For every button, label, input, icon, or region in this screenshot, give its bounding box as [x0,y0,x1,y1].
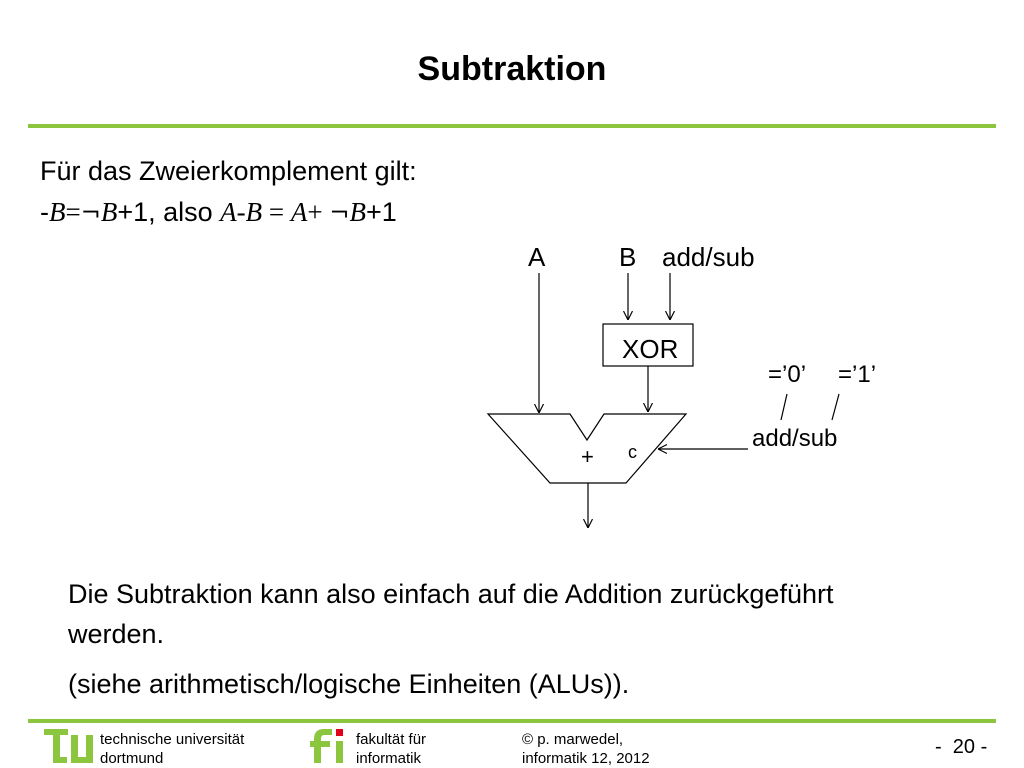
formula-b: B [49,197,66,227]
footer-copyright-line2: informatik 12, 2012 [522,750,650,767]
footer-university-line2: dortmund [100,750,164,767]
footer-university-line1: technische universität [100,731,245,748]
label-add-sub-top: add/sub [662,242,755,272]
formula-b: B [349,197,366,227]
formula-b: B [100,197,118,227]
value-one-pointer [832,394,839,420]
formula-b: B [245,197,263,227]
formula-a: A [290,197,308,227]
label-value-one: =’1’ [838,361,877,388]
reference-paragraph: (siehe arithmetisch/logische Einheiten (ALUs)). [68,669,630,699]
page-number: - 20 - [935,736,988,758]
formula-not: ¬ [329,199,350,227]
label-input-b: B [619,242,637,272]
footer-faculty [356,730,426,768]
intro-text: Für das Zweierkomplement gilt: [40,156,417,186]
formula-text: +1, also [117,197,221,227]
value-zero-pointer [781,394,787,420]
footer-copyright-line1: © p. marwedel, [522,731,624,748]
formula-equals: = [262,197,291,227]
carry-label: c [628,442,637,462]
formula-not: ¬ [80,199,101,227]
footer-copyright [522,730,650,768]
footer-divider [28,719,996,723]
fi-logo [310,727,350,765]
footer-faculty-line2: informatik [356,750,422,767]
formula-a: A [220,197,237,227]
adder-symbol: + [581,444,594,469]
formula-equals: = [65,197,81,227]
footer-university [100,730,244,768]
slide-title: Subtraktion [417,50,607,88]
explanation-paragraph: Die Subtraktion kann also einfach auf die Addition zurückgeführt werden. [68,579,834,649]
formula-plus: + [307,197,330,227]
footer-faculty-line1: fakultät für [356,731,427,748]
label-add-sub-right: add/sub [752,425,838,452]
label-input-a: A [528,242,546,272]
label-value-zero: =’0’ [768,361,807,388]
formula-minus: - [40,197,49,227]
formula-minus: - [236,197,246,227]
formula-text: +1 [366,197,397,227]
tu-logo [44,727,94,765]
xor-label: XOR [622,334,679,364]
